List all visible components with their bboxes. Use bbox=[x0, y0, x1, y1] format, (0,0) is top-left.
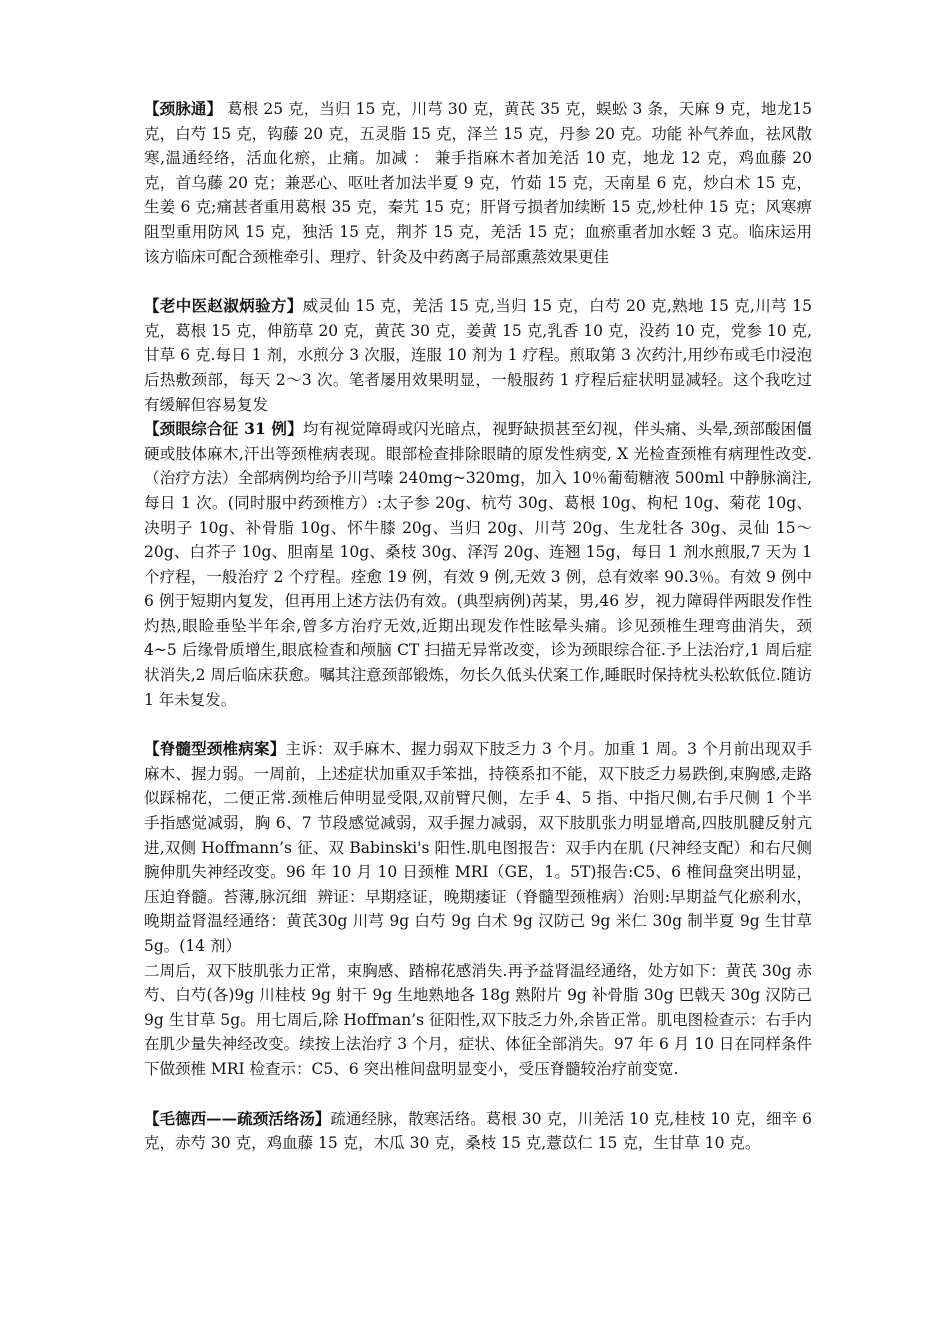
paragraph bbox=[144, 417, 817, 712]
paragraph bbox=[144, 737, 817, 958]
document-page bbox=[144, 97, 817, 1156]
section-title: 【颈眼综合征 31 例】 bbox=[144, 419, 303, 439]
section-shujing-huoluo-decoction bbox=[144, 1107, 817, 1156]
section-title: 【脊髓型颈椎病案】 bbox=[144, 739, 286, 759]
paragraph: 二周后，双下肢肌张力正常，束胸感、踏棉花感消失.再予益肾温经通络，处方如下：黄芪 30g 赤芍、白芍(各)9g 川桂枝 9g 射干 9g 生地熟地各 18g 熟附片 9g 补骨脂 30g 巴戟天 30g 汉防己 9g 生甘草 5g。用七周后,除 Hoffman’s 征阳性,双下肢乏力外,余皆正常。肌电图检查示：右手内在肌少量失神经改变。续按上法治疗 3 个月，症状、体征全部消失。97 年 6 月 10 日在同样条件下做颈椎 MRI 检查示：C5、6 突出椎间盘明显变小，受压脊髓较治疗前变宽. bbox=[144, 961, 817, 1078]
section-cervical-eye-syndrome bbox=[144, 417, 817, 712]
paragraph bbox=[144, 1107, 817, 1156]
section-title: 【老中医赵淑炳验方】 bbox=[144, 296, 303, 316]
section-body: 葛根 25 克，当归 15 克，川芎 30 克，黄芪 35 克，蜈蚣 3 条，天麻 9 克，地龙15 克，白芍 15 克，钩藤 20 克，五灵脂 15 克，泽兰 15 克，丹参 20 克。功能 补气养血，祛风散寒,温通经络，活血化瘀，止痛。加减 ： 兼手指麻木者加羌活 10 克，地龙 12 克，鸡血藤 20 克，首乌藤 20 克；兼恶心、呕吐者加法半夏 9 克，竹茹 15 克，天南星 6 克，炒白术 15 克，生姜 6 克;痛甚者重用葛根 35 克，秦艽 15 克；肝肾亏损者加续断 15 克,炒杜仲 15 克；风寒痹阻型重用防风 15 克，独活 15 克，荆芥 15 克，羌活 15 克；血瘀重者加水蛭 3 克。临床运用 该方临床可配合颈椎牵引、理疗、针灸及中药离子局部熏蒸效果更佳 bbox=[144, 100, 817, 266]
section-body: 威灵仙 15 克，羌活 15 克,当归 15 克，白芍 20 克,熟地 15 克,川芎 15 克，葛根 15 克，伸筋草 20 克，黄芪 30 克，姜黄 15 克,乳香 10 克，没药 10 克，党参 10 克,甘草 6 克.每日 1 剂，水煎分 3 次服，连服 10 剂为 1 疗程。煎取第 3 次药汁,用纱布或毛巾浸泡后热敷颈部，每天 2～3 次。笔者屡用效果明显，一般服药 1 疗程后症状明显减轻。这个我吃过有缓解但容易复发 bbox=[144, 297, 817, 414]
section-jingmaitong bbox=[144, 97, 817, 269]
section-body: 均有视觉障碍或闪光暗点，视野缺损甚至幻视，伴头痛、头晕,颈部酸困僵硬或肢体麻木,汗出等颈椎病表现。眼部检查排除眼睛的原发性病变, X 光检查颈椎有病理性改变.（治疗方法）全部病例均给予川芎嗪 240mg~320mg，加入 10％葡萄糖液 500ml 中静脉滴注,每日 1 次。(同时服中药颈椎方）:太子参 20g、杭芍 30g、葛根 10g、枸杞 10g、菊花 10g、决明子 10g、补骨脂 10g、怀牛膝 20g、当归 20g、川芎 20g、生龙牡各 30g、灵仙 15～20g、白芥子 10g、胆南星 10g、桑枝 30g、泽泻 20g、连翘 15g，每日 1 剂水煎服,7 天为 1 个疗程，一般治疗 2 个疗程。痊愈 19 例，有效 9 例,无效 3 例，总有效率 90.3％。有效 9 例中 6 例于短期内复发，但再用上述方法仍有效。(典型病例)芮某，男,46 岁，视力障碍伴两眼发作性灼热,眼睑垂坠半年余,曾多方治疗无效,近期出现发作性眩晕头痛。诊见颈椎生理弯曲消失，颈 4~5 后缘骨质增生,眼底检查和颅脑 CT 扫描无异常改变，诊为颈眼综合征.予上法治疗,1 周后症状消失,2 周后临床获愈。嘱其注意颈部锻炼，勿长久低头伏案工作,睡眠时保持枕头松软低位.随访 1 年未复发。 bbox=[144, 420, 817, 709]
section-title: 【毛德西——疏颈活络汤】 bbox=[144, 1108, 331, 1128]
section-body: 疏通经脉，散寒活络。葛根 30 克，川羌活 10 克,桂枝 10 克，细辛 6 克，赤芍 30 克，鸡血藤 15 克，木瓜 30 克，桑枝 15 克,薏苡仁 15 克，生甘草 10 克。 bbox=[144, 1109, 817, 1153]
section-body: 主诉：双手麻木、握力弱双下肢乏力 3 个月。加重 1 周。3 个月前出现双手麻木、握力弱。一周前，上述症状加重双手笨拙，持筷系扣不能，双下肢乏力易跌倒,束胸感,走路似踩棉花，二便正常.颈椎后伸明显受限,双前臂尺侧，左手 4、5 指、中指尺侧,右手尺侧 1 个半手指感觉减弱，胸 6、7 节段感觉减弱，双手握力减弱，双下肢肌张力明显增高,四肢肌腱反射亢进,双侧 Hoffmann’s 征、双 Babinski's 阳性.肌电图报告：双手内在肌 (尺神经支配）和右尺侧腕伸肌失神经改变。96 年 10 月 10 日颈椎 MRI（GE，1。5T)报告:C5、6 椎间盘突出明显，压迫脊髓。苔薄,脉沉细 辨证：早期痉证，晚期痿证（脊髓型颈椎病）治则:早期益气化瘀利水，晚期益肾温经通络：黄芪30g 川芎 9g 白芍 9g 白术 9g 汉防己 9g 米仁 30g 制半夏 9g 生甘草 5g。(14 剂） bbox=[144, 740, 817, 955]
paragraph bbox=[144, 294, 817, 417]
section-myelopathy-case bbox=[144, 737, 817, 1081]
paragraph bbox=[144, 97, 817, 269]
section-title: 【颈脉通】 bbox=[144, 99, 223, 118]
section-zhao-shubing-prescription bbox=[144, 294, 817, 417]
